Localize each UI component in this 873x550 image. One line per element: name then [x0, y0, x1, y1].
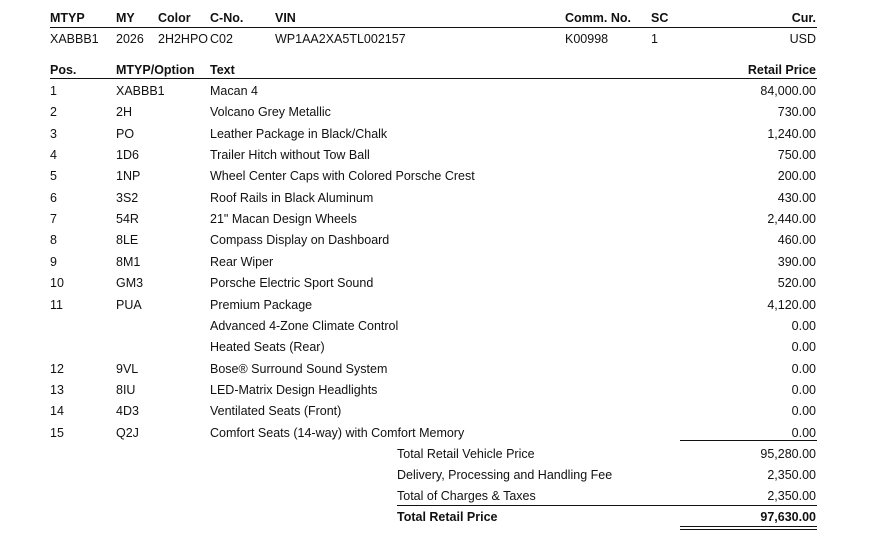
line-item-description: Macan 4: [210, 84, 258, 98]
line-item-description: Ventilated Seats (Front): [210, 404, 342, 418]
delivery-fee-label: Delivery, Processing and Handling Fee: [397, 468, 613, 482]
header-label-vin: VIN: [275, 11, 296, 25]
header-value-vin: WP1AA2XA5TL002157: [275, 32, 406, 46]
line-item-price: 200.00: [777, 169, 816, 183]
line-item-price: 0.00: [791, 383, 816, 397]
header-value-comm-no: K00998: [565, 32, 609, 46]
line-item-description: LED-Matrix Design Headlights: [210, 383, 378, 397]
line-item-description: Volcano Grey Metallic: [210, 105, 331, 119]
line-item-description: Rear Wiper: [210, 255, 274, 269]
line-item-option-code: XABBB1: [116, 84, 165, 98]
header-label-my: MY: [116, 11, 135, 25]
line-item-description: Compass Display on Dashboard: [210, 233, 390, 247]
subtotal-divider: [680, 440, 817, 441]
line-item-pos: 3: [50, 127, 57, 141]
line-item-price: 520.00: [777, 276, 816, 290]
grand-total-double-underline-top: [680, 526, 817, 527]
line-item-pos: 2: [50, 105, 57, 119]
line-item-option-code: 1NP: [116, 169, 141, 183]
grand-total-divider: [397, 505, 817, 506]
line-item-price: 430.00: [777, 191, 816, 205]
line-item-description: Comfort Seats (14-way) with Comfort Memory: [210, 426, 465, 440]
line-item-option-code: 54R: [116, 212, 139, 226]
line-item-option-code: 1D6: [116, 148, 139, 162]
header-label-mtyp: MTYP: [50, 11, 85, 25]
line-item-description: Wheel Center Caps with Colored Porsche Crest: [210, 169, 475, 183]
line-item-pos: 10: [50, 276, 64, 290]
line-item-price: 1,240.00: [767, 127, 816, 141]
line-item-pos: 12: [50, 362, 64, 376]
line-item-price: 2,440.00: [767, 212, 816, 226]
line-item-description: Heated Seats (Rear): [210, 340, 325, 354]
line-item-option-code: 8M1: [116, 255, 141, 269]
line-item-description: Porsche Electric Sport Sound: [210, 276, 374, 290]
header-label-cno: C-No.: [210, 11, 244, 25]
line-item-option-code: GM3: [116, 276, 144, 290]
line-item-option-code: 2H: [116, 105, 132, 119]
line-item-option-code: 4D3: [116, 404, 139, 418]
header-value-my: 2026: [116, 32, 144, 46]
total-charges-taxes-value: 2,350.00: [767, 489, 816, 503]
line-item-description: Trailer Hitch without Tow Ball: [210, 148, 370, 162]
line-item-pos: 13: [50, 383, 64, 397]
line-item-option-code: PO: [116, 127, 135, 141]
grand-total-double-underline-bottom: [680, 529, 817, 530]
line-item-pos: 1: [50, 84, 57, 98]
line-item-pos: 11: [50, 298, 63, 312]
line-item-option-code: 3S2: [116, 191, 139, 205]
line-item-option-code: Q2J: [116, 426, 139, 440]
header-label-currency: Cur.: [791, 11, 816, 25]
line-item-pos: 6: [50, 191, 57, 205]
line-item-description: 21" Macan Design Wheels: [210, 212, 357, 226]
line-item-price: 390.00: [777, 255, 816, 269]
line-item-pos: 4: [50, 148, 57, 162]
line-item-price: 730.00: [777, 105, 816, 119]
header-label-comm-no: Comm. No.: [565, 11, 631, 25]
header-value-cno: C02: [210, 32, 233, 46]
line-item-pos: 9: [50, 255, 57, 269]
line-item-price: 750.00: [777, 148, 816, 162]
total-retail-price-value: 97,630.00: [760, 510, 816, 524]
header-divider: [50, 27, 817, 28]
line-item-pos: 7: [50, 212, 57, 226]
column-header-text: Text: [210, 63, 235, 77]
line-item-price: 4,120.00: [767, 298, 816, 312]
line-item-pos: 15: [50, 426, 64, 440]
line-item-option-code: PUA: [116, 298, 142, 312]
column-header-retail-price: Retail Price: [747, 63, 816, 77]
line-item-price: 84,000.00: [760, 84, 816, 98]
line-item-price: 460.00: [777, 233, 816, 247]
header-value-sc: 1: [651, 32, 658, 46]
line-item-description: Bose® Surround Sound System: [210, 362, 388, 376]
column-header-divider: [50, 78, 817, 79]
line-item-price: 0.00: [791, 426, 816, 440]
total-charges-taxes-label: Total of Charges & Taxes: [397, 489, 536, 503]
line-item-price: 0.00: [791, 340, 816, 354]
line-item-price: 0.00: [791, 362, 816, 376]
header-value-color: 2H2HPO: [158, 32, 209, 46]
delivery-fee-value: 2,350.00: [767, 468, 816, 482]
line-item-pos: 14: [50, 404, 64, 418]
line-item-pos: 8: [50, 233, 57, 247]
column-header-pos: Pos.: [50, 63, 77, 77]
line-item-option-code: 8IU: [116, 383, 136, 397]
total-retail-vehicle-price-value: 95,280.00: [760, 447, 816, 461]
header-label-color: Color: [158, 11, 191, 25]
column-header-option: MTYP/Option: [116, 63, 195, 77]
line-item-description: Premium Package: [210, 298, 313, 312]
header-label-sc: SC: [651, 11, 669, 25]
line-item-option-code: 9VL: [116, 362, 139, 376]
line-item-option-code: 8LE: [116, 233, 139, 247]
total-retail-price-label: Total Retail Price: [397, 510, 498, 524]
line-item-price: 0.00: [791, 319, 816, 333]
line-item-description: Advanced 4-Zone Climate Control: [210, 319, 399, 333]
line-item-description: Leather Package in Black/Chalk: [210, 127, 388, 141]
header-value-mtyp: XABBB1: [50, 32, 99, 46]
total-retail-vehicle-price-label: Total Retail Vehicle Price: [397, 447, 535, 461]
line-item-price: 0.00: [791, 404, 816, 418]
line-item-pos: 5: [50, 169, 57, 183]
line-item-description: Roof Rails in Black Aluminum: [210, 191, 374, 205]
header-value-currency: USD: [789, 32, 816, 46]
